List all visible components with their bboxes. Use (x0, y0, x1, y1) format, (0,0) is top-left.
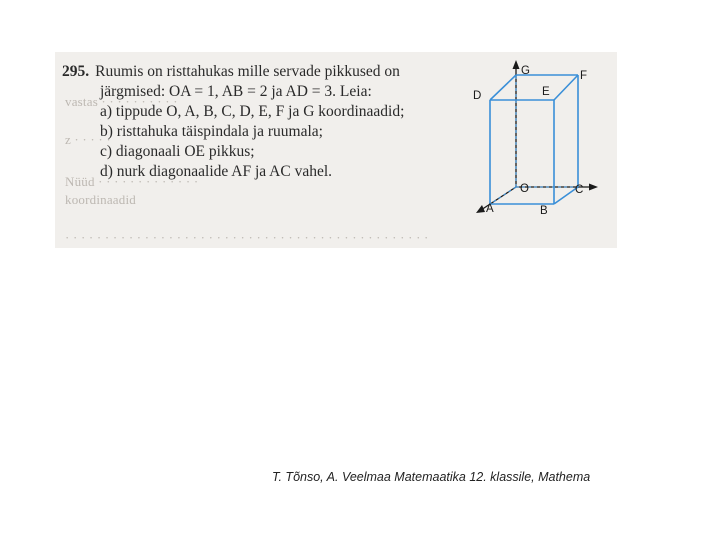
source-credit: T. Tõnso, A. Veelmaa Matemaatika 12. klassile, Mathema (272, 470, 591, 484)
bleed-through-text: Nüüd · · · · · · · · · · · · · (65, 174, 199, 189)
vertex-label-d: D (473, 90, 482, 102)
x-axis-arrow (476, 205, 485, 213)
textbook-scan (55, 52, 617, 248)
bleed-through-text: z · · · · · (65, 132, 111, 147)
problem-number: 295. (62, 63, 90, 80)
vertex-label-f: F (580, 70, 588, 82)
vertex-label-e: E (542, 86, 550, 98)
problem-line-2: järgmised: OA = 1, AB = 2 ja AD = 3. Leia: (100, 83, 372, 100)
problem-text (62, 62, 404, 182)
vertex-label-g: G (521, 65, 530, 77)
y-axis-arrow (589, 184, 598, 191)
z-axis-arrow (513, 60, 520, 69)
vertex-label-a: A (486, 203, 494, 215)
bleed-through-text: koordinaadid (65, 192, 136, 207)
problem-item-c: c) diagonaali OE pikkus; (100, 143, 255, 160)
problem-item-b: b) risttahuka täispindala ja ruumala; (100, 123, 323, 140)
edge-dg (490, 75, 516, 100)
problem-line-text: Ruumis on risttahukas mille servade pikkused on (95, 63, 400, 80)
cuboid-figure (462, 52, 617, 248)
edge-fe (554, 75, 578, 100)
bleed-through-text: vastas · · · · · · · · · · (65, 94, 178, 109)
problem-item-a: a) tippude O, A, B, C, D, E, F ja G koordinaadid; (100, 103, 405, 120)
vertex-label-b: B (540, 205, 548, 217)
problem-item-d: d) nurk diagonaalide AF ja AC vahel. (100, 163, 333, 180)
problem-line-1 (62, 62, 404, 82)
bleed-through-text: · · · · · · · · · · · · · · · · · · · · · · · · · · · · · · · · · · · · · · · · · · · · · · (65, 230, 429, 245)
vertex-label-o: O (520, 183, 529, 195)
vertex-label-c: C (575, 184, 584, 196)
